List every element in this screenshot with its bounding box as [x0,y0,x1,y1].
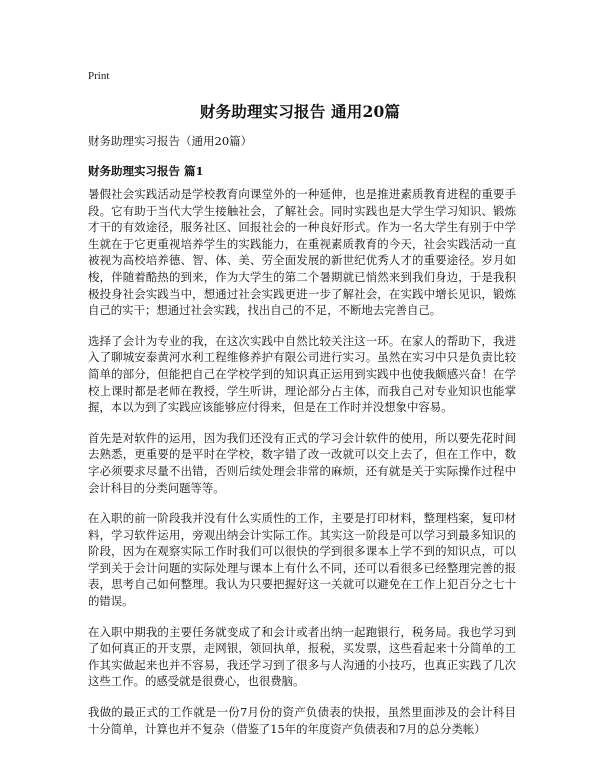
page-title: 财务助理实习报告 通用20篇 [199,102,401,121]
paragraph: 选择了会计为专业的我，在这次实践中自然比较关注这一环。在家人的帮助下，我进入了聊城安泰黄河水利工程维修养护有限公司进行实习。虽然在实习中只是负责比较简单的部分，但能把自己在学校学到的知识真正运用到实践中也使我颇感兴奋！在学校上课时都是老师在教授，学生听讲，理论部分占主体，而我自己对专业知识也能掌握，本以为到了实践应该能够应付得来，但是在工作时并没想象中容易。 [88,333,516,415]
paragraph: 我做的最正式的工作就是一份7月份的资产负债表的快报，虽然里面涉及的会计科目十分简单，计算也并不复杂（借鉴了15年的年度资产负债表和7月的总分类帐） [88,705,516,736]
section-heading: 财务助理实习报告 篇1 [88,164,204,178]
article-body [88,186,516,751]
document-subtitle: 财务助理实习报告（通用20篇） [88,134,253,148]
paragraph: 在入职的前一阶段我并没有什么实质性的工作，主要是打印材料，整理档案，复印材料，学习软件运用，旁观出纳会计实际工作。其实这一阶段是可以学习到最多知识的阶段，因为在观察实际工作时我们可以很快的学到很多课本上学不到的知识点，可以学到关于会计问题的实际处理与课本上有什么不同，还可以看很多已经整理完善的报表，思考自己如何整理。我认为只要把握好这一关就可以避免在工作上犯百分之七十的错误。 [88,511,516,609]
print-link[interactable]: Print [88,70,110,82]
paragraph: 首先是对软件的运用，因为我们还没有正式的学习会计软件的使用，所以要先花时间去熟悉，更重要的是平时在学校，数字错了改一改就可以交上去了，但在工作中，数字必须要求尽量不出错，否则后续处理会非常的麻烦，还有就是关于实际操作过程中会计科目的分类问题等等。 [88,430,516,495]
paragraph: 在入职中期我的主要任务就变成了和会计或者出纳一起跑银行，税务局。我也学习到了如何真正的开支票，走网银，领回执单，报税，买发票，这些看起来十分简单的工作其实做起来也并不容易，我还学习到了很多与人沟通的小技巧，也真正实践了几次这些工作。的感受就是很费心，也很费脑。 [88,624,516,689]
paragraph: 暑假社会实践活动是学校教育向课堂外的一种延伸，也是推进素质教育进程的重要手段。它有助于当代大学生接触社会，了解社会。同时实践也是大学生学习知识、锻炼才干的有效途径，服务社区、回报社会的一种良好形式。作为一名大学生有别于中学生就在于它更重视培养学生的实践能力，在重视素质教育的今天，社会实践活动一直被视为高校培养德、智、体、美、劳全面发展的新世纪优秀人才的重要途径。岁月如梭，伴随着酷热的到来，作为大学生的第二个暑期就已悄然来到我们身边，于是我积极投身社会实践当中，想通过社会实践更进一步了解社会，在实践中增长见识，锻炼自己的实干；想通过社会实践，找出自己的不足，不断地去完善自己。 [88,187,516,318]
